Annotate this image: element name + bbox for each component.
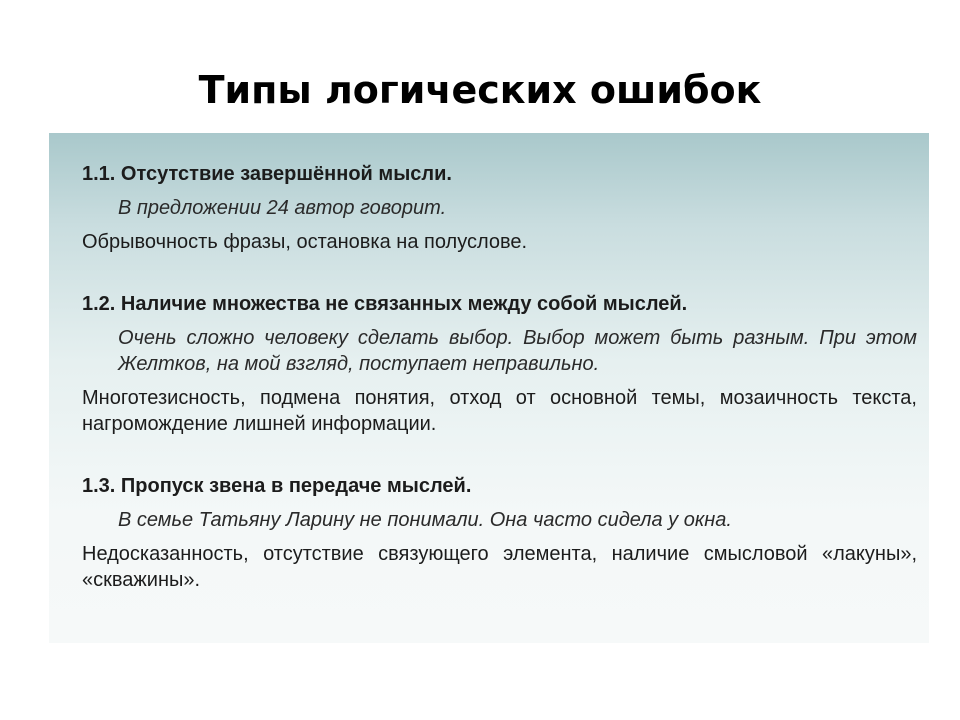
error-type-section-1 (82, 161, 917, 255)
slide-title: Типы логических ошибок (198, 68, 762, 112)
section-description: Многотезисность, подмена понятия, отход от основной темы, мозаичность текста, нагромождение лишней информации. (82, 387, 917, 435)
section-example: Очень сложно человеку сделать выбор. Выбор может быть разным. При этом Желтков, на мой взгляд, поступает неправильно. (118, 327, 917, 375)
content-panel (49, 133, 929, 643)
section-example: В предложении 24 автор говорит. (118, 197, 447, 219)
error-type-section-3 (82, 473, 917, 593)
section-heading: 1.3. Пропуск звена в передаче мыслей. (82, 475, 472, 497)
section-example: В семье Татьяну Ларину не понимали. Она часто сидела у окна. (118, 509, 732, 531)
section-heading: 1.2. Наличие множества не связанных между собой мыслей. (82, 293, 688, 315)
section-description: Обрывочность фразы, остановка на полуслове. (82, 231, 528, 253)
section-description: Недосказанность, отсутствие связующего элемента, наличие смысловой «лакуны», «скважины». (82, 543, 917, 591)
section-heading: 1.1. Отсутствие завершённой мысли. (82, 163, 452, 185)
error-type-section-2 (82, 291, 917, 437)
